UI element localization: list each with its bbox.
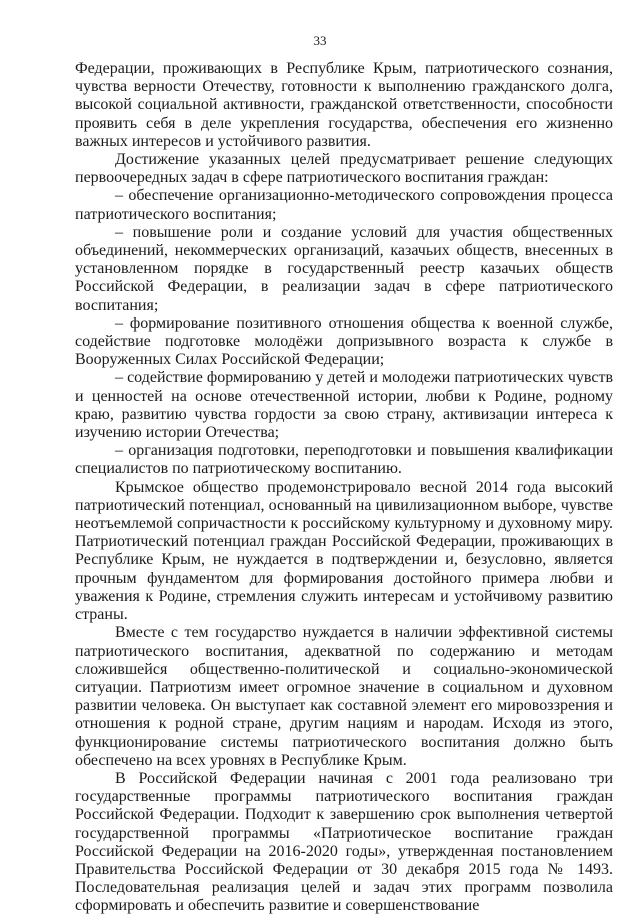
paragraph-crimea-society: Крымское общество продемонстрировало весной 2014 года высокий патриотический потенциал, основанный на цивилизационном выборе, чувстве неотъемлемой сопричастности к российскому культурному и духовному миру. Патриотический потенциал граждан Российской Федерации, проживающих в Республике Крым, не нуждается в подтверждении и, безусловно, является прочным фундаментом для формирования достойного примера любви и уважения к Родине, стремления служить интересам и устойчивому развитию страны. xyxy=(75,478,613,624)
document-body xyxy=(75,60,613,916)
list-item-task-4: – содействие формированию у детей и молодежи патриотических чувств и ценностей на основе отечественной истории, любви к Родине, родному краю, развитию чувства гордости за свою страну, активизации интереса к изучению истории Отечества; xyxy=(75,369,613,442)
list-item-task-3: – формирование позитивного отношения общества к военной службе, содействие подготовке молодёжи допризывного возраста к службе в Вооруженных Силах Российской Федерации; xyxy=(75,314,613,369)
paragraph-state-needs: Вместе с тем государство нуждается в наличии эффективной системы патриотического воспитания, адекватной по содержанию и методам сложившейся общественно-политической и социально-экономической ситуации. Патриотизм имеет огромное значение в социальном и духовном развитии человека. Он выступает как составной элемент его мировоззрения и отношения к родной стране, другим нациям и народам. Исходя из этого, функционирование системы патриотического воспитания должно быть обеспечено на всех уровнях в Республике Крым. xyxy=(75,624,613,769)
list-item-task-1: – обеспечение организационно-методического сопровождения процесса патриотического воспитания; xyxy=(75,187,613,223)
page-number: 33 xyxy=(313,33,327,48)
list-item-task-2: – повышение роли и создание условий для участия общественных объединений, некоммерческих организаций, казачьих обществ, внесенных в установленном порядке в государственный реестр казачьих обществ Российской Федерации, в реализации задач в сфере патриотического воспитания; xyxy=(75,223,613,314)
paragraph-federal-programs: В Российской Федерации начиная с 2001 года реализовано три государственные программы патриотического воспитания граждан Российской Федерации. Подходит к завершению срок выполнения четвертой государственной программы «Патриотическое воспитание граждан Российской Федерации на 2016-2020 годы», утвержденная постановлением Правительства Российской Федерации от 30 декабря 2015 года № 1493. Последовательная реализация целей и задач этих программ позволила сформировать и обеспечить развитие и совершенствование xyxy=(75,769,613,915)
paragraph-goals: Достижение указанных целей предусматривает решение следующих первоочередных задач в сфере патриотического воспитания граждан: xyxy=(75,151,613,187)
paragraph-continuation: Федерации, проживающих в Республике Крым, патриотического сознания, чувства верности Отечеству, готовности к выполнению гражданского долга, высокой социальной активности, гражданской ответственности, способности проявить себя в деле укрепления государства, обеспечения его жизненно важных интересов и устойчивого развития. xyxy=(75,60,613,150)
list-item-task-5: – организация подготовки, переподготовки и повышения квалификации специалистов по патриотическому воспитанию. xyxy=(75,442,613,478)
